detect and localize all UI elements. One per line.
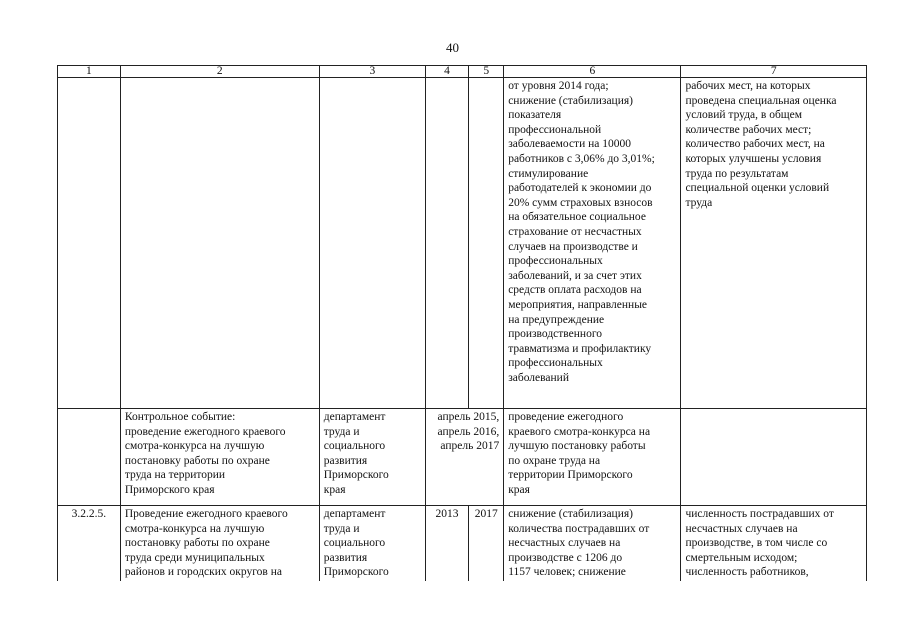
deadline-cell: апрель 2015, апрель 2016, апрель 2017 — [425, 409, 503, 506]
measure-name-cell — [120, 78, 319, 409]
expected-result-cell: от уровня 2014 года; снижение (стабилизация) показателя профессиональной заболеваемости на 10000 работников с 3,06% до 3,01%; стимулирование работодателей к экономии до 20% сумм страховых взносов на обязательное социальное страхование от несчастных случаев на производстве и профессиональных заболеваний, и за счет этих средств оплата расходов на мероприятия, направленные на предупреждение производственного травматизма и профилактику профессиональных заболеваний — [504, 78, 681, 409]
indicator-cell — [681, 409, 867, 506]
page-number: 40 — [446, 40, 459, 55]
measure-name-cell: Контрольное событие: проведение ежегодного краевого смотра-конкурса на лучшую постановку работы по охране труда на территории Приморского края — [120, 409, 319, 506]
measures-table — [57, 65, 867, 581]
header-cell-6: 6 — [504, 66, 681, 78]
expected-result-cell: проведение ежегодного краевого смотра-конкурса на лучшую постановку работы по охране труда на территории Приморского края — [504, 409, 681, 506]
row-number-cell: 3.2.2.5. — [58, 506, 121, 581]
indicator-cell: численность пострадавших от несчастных случаев на производстве, в том числе со смертельным исходом; численность работников, — [681, 506, 867, 581]
start-year-cell — [425, 78, 468, 409]
executor-cell: департамент труда и социального развития Приморского края — [319, 409, 425, 506]
expected-result-cell: снижение (стабилизация) количества пострадавших от несчастных случаев на производстве с 1206 до 1157 человек; снижение — [504, 506, 681, 581]
header-cell-5: 5 — [469, 66, 504, 78]
row-number-cell — [58, 409, 121, 506]
header-cell-1: 1 — [58, 66, 121, 78]
header-cell-7: 7 — [681, 66, 867, 78]
start-year-cell: 2013 — [425, 506, 468, 581]
end-year-cell — [469, 78, 504, 409]
row-number-cell — [58, 78, 121, 409]
table-row — [58, 409, 867, 506]
table-row — [58, 78, 867, 409]
header-cell-3: 3 — [319, 66, 425, 78]
indicator-cell: рабочих мест, на которых проведена специальная оценка условий труда, в общем количестве рабочих мест; количество рабочих мест, на которых улучшены условия труда по результатам специальной оценки условий труда — [681, 78, 867, 409]
end-year-cell: 2017 — [469, 506, 504, 581]
table-row — [58, 506, 867, 581]
header-cell-4: 4 — [425, 66, 468, 78]
header-row — [58, 66, 867, 78]
header-cell-2: 2 — [120, 66, 319, 78]
measure-name-cell: Проведение ежегодного краевого смотра-конкурса на лучшую постановку работы по охране труда среди муниципальных районов и городских округов на — [120, 506, 319, 581]
executor-cell — [319, 78, 425, 409]
executor-cell: департамент труда и социального развития Приморского — [319, 506, 425, 581]
